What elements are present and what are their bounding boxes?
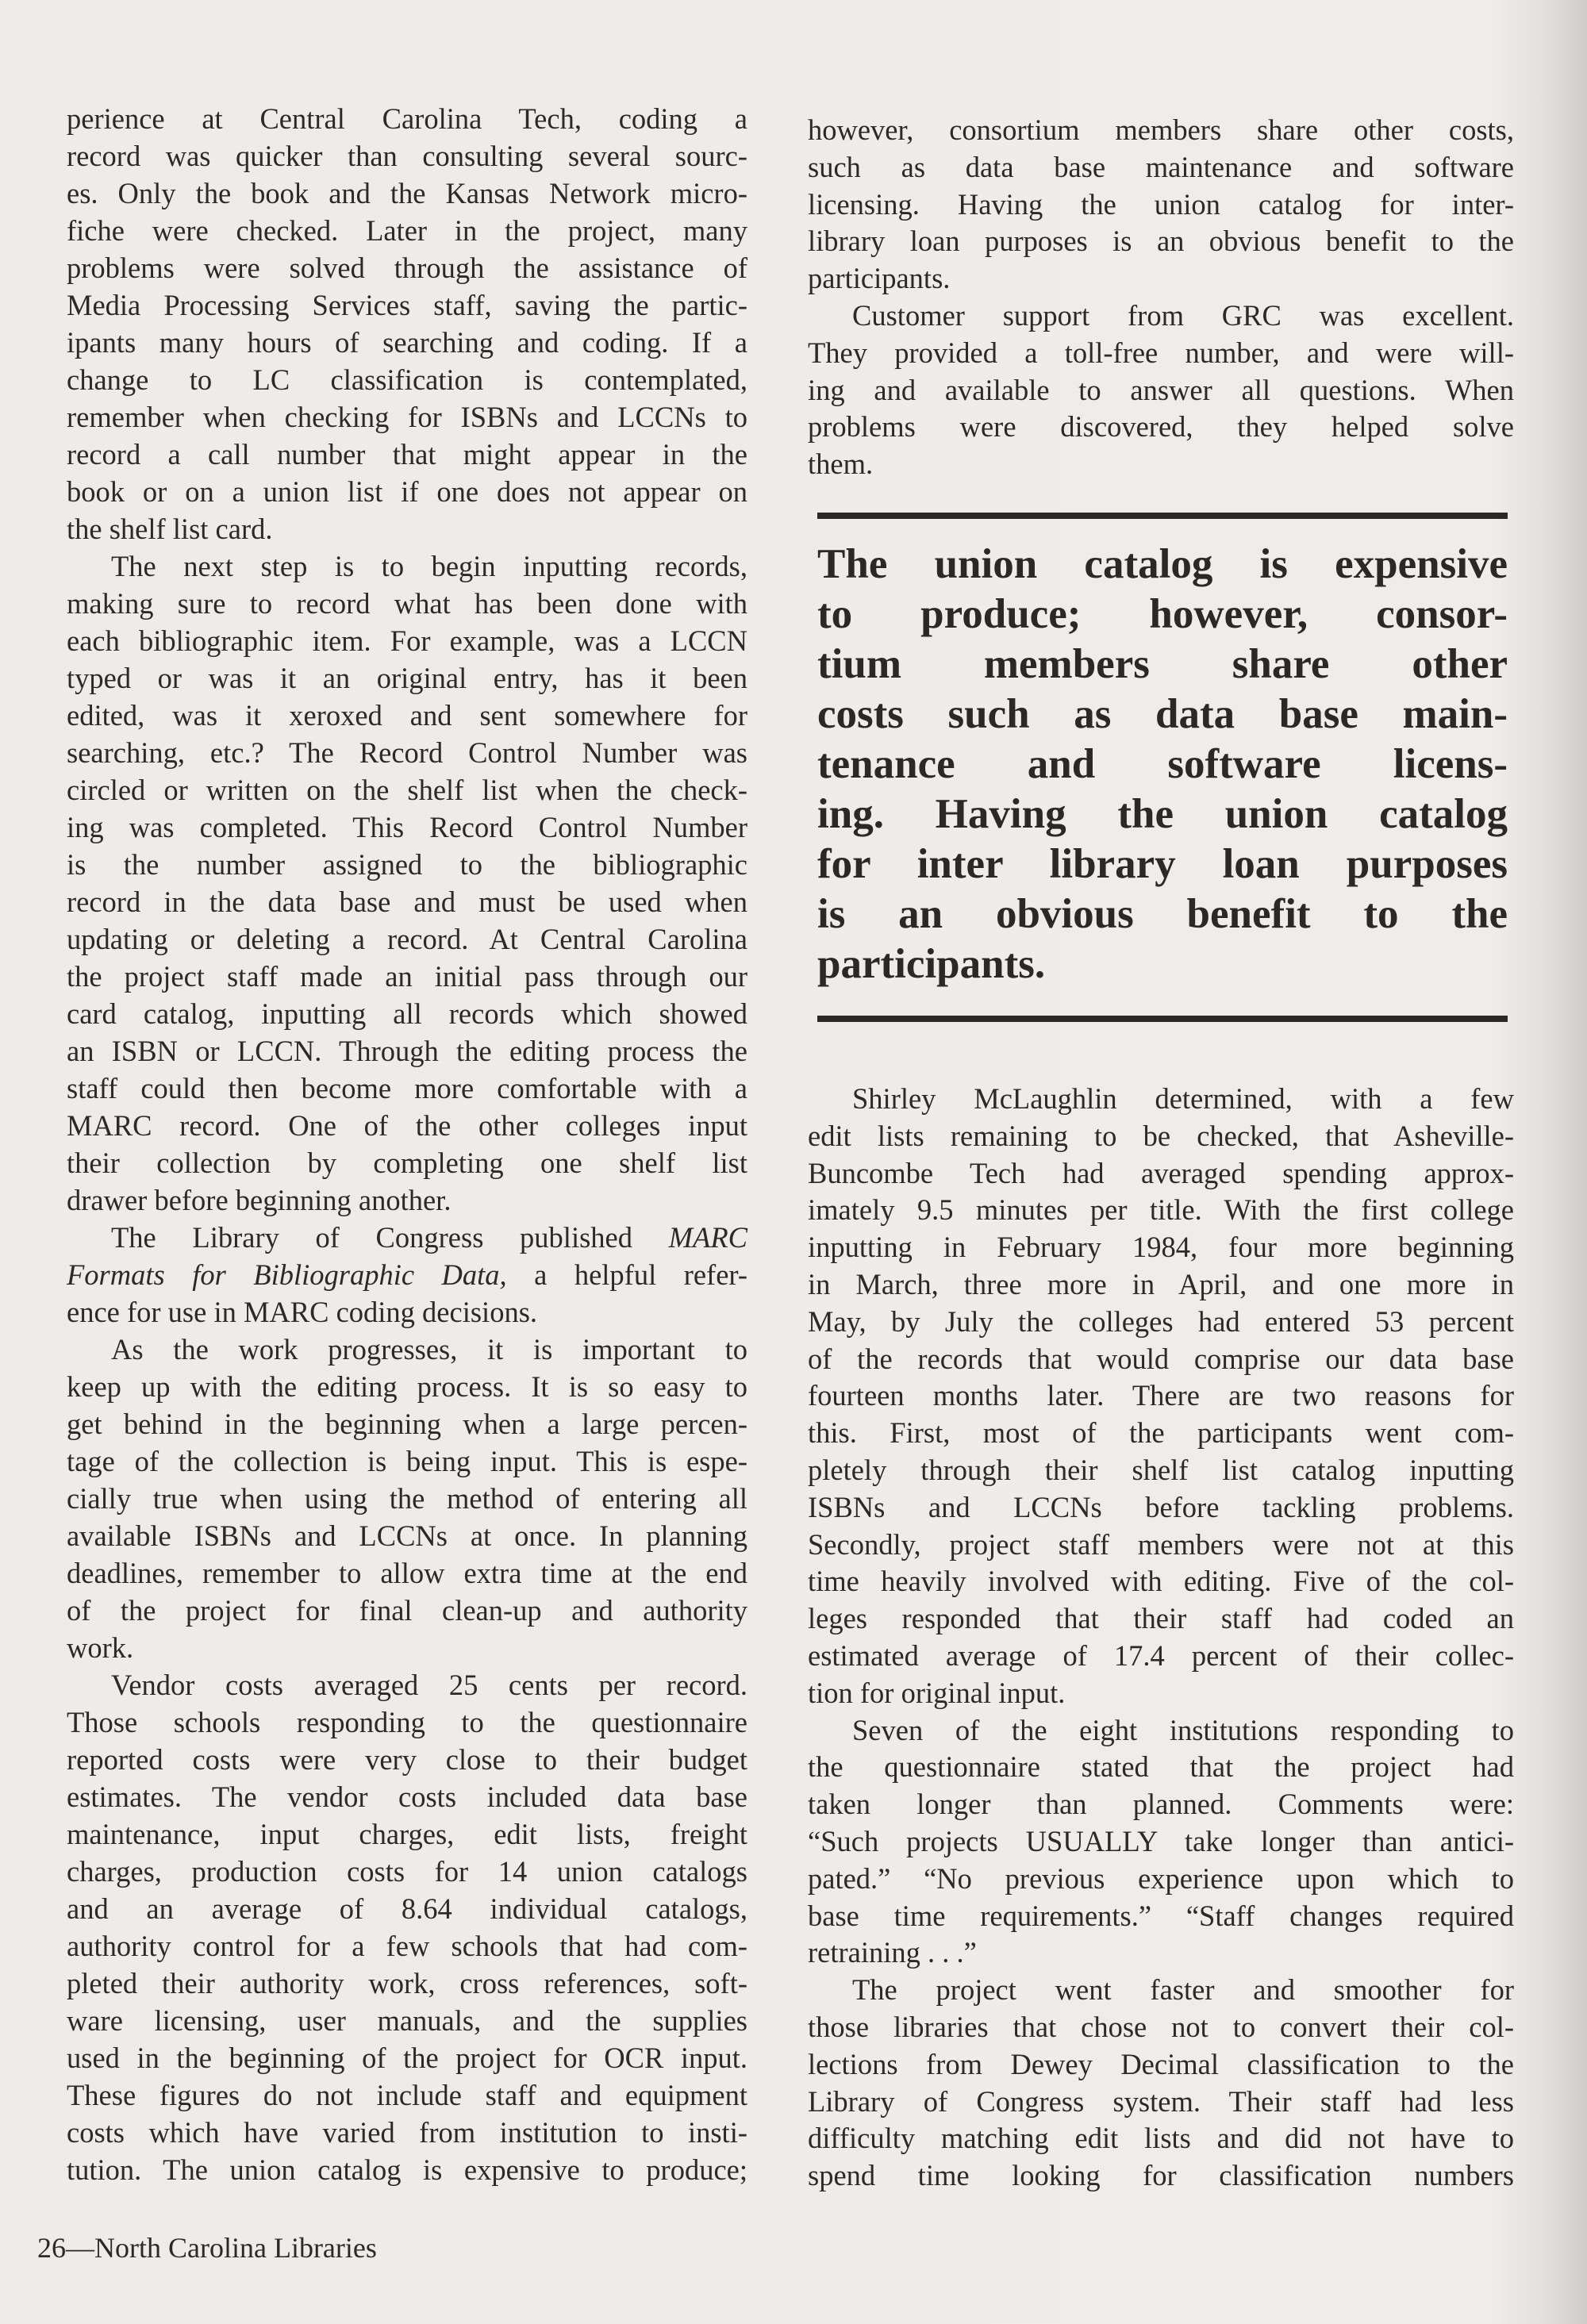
- pull-quote-bottom-rule: [817, 1016, 1508, 1022]
- text-line: edit lists remaining to be checked, that Asheville-: [808, 1119, 1514, 1152]
- text-line: the project staff made an initial pass through our: [67, 960, 747, 993]
- page-footer: 26—North Carolina Libraries: [37, 2232, 377, 2264]
- text-line: keep up with the editing process. It is so easy to: [67, 1370, 747, 1403]
- text-line: making sure to record what has been done with: [67, 587, 747, 620]
- pull-quote-line: costs such as data base main-: [817, 691, 1508, 737]
- text-line: Secondly, project staff members were not at this: [808, 1527, 1514, 1561]
- text-line: work.: [67, 1631, 134, 1664]
- text-line: lections from Dewey Decimal classification to the: [808, 2047, 1514, 2080]
- text-line: their collection by completing one shelf list: [67, 1147, 747, 1179]
- text-line: the shelf list card.: [67, 513, 273, 545]
- text-line: however, consortium members share other costs,: [808, 113, 1514, 146]
- text-line: circled or written on the shelf list when the check-: [67, 774, 747, 806]
- text-line: the questionnaire stated that the project had: [808, 1750, 1514, 1784]
- text-line: tage of the collection is being input. This is espe-: [67, 1445, 747, 1477]
- text-line: of the project for final clean-up and authority: [67, 1594, 747, 1627]
- text-line: book or on a union list if one does not appear on: [67, 475, 747, 508]
- paragraph: [67, 1666, 747, 2188]
- text-line: such as data base maintenance and software: [808, 150, 1514, 183]
- text-line: ware licensing, user manuals, and the supplies: [67, 2004, 747, 2037]
- text-line: Those schools responding to the questionnaire: [67, 1706, 747, 1738]
- text-line: ing was completed. This Record Control Number: [67, 811, 747, 843]
- text-line: problems were solved through the assistance of: [67, 252, 747, 284]
- text-line: leges responded that their staff had coded an: [808, 1602, 1514, 1635]
- pull-quote-top-rule: [817, 513, 1508, 519]
- text-line: Seven of the eight institutions responding to: [852, 1713, 1514, 1746]
- text-line: those libraries that chose not to convert their col-: [808, 2010, 1514, 2043]
- pull-quote-line: to produce; however, consor-: [817, 591, 1508, 637]
- text-line: “Such projects USUALLY take longer than antici-: [808, 1824, 1514, 1857]
- left-column: [67, 100, 747, 2188]
- text-line: retraining . . .”: [808, 1936, 977, 1969]
- italic-title-text: MARC: [668, 1221, 747, 1254]
- text-line: record in the data base and must be used when: [67, 885, 747, 918]
- text-line: authority control for a few schools that had com-: [67, 1930, 747, 1962]
- text-line: an ISBN or LCCN. Through the editing process the: [67, 1035, 747, 1067]
- text-line: estimates. The vendor costs included data base: [67, 1780, 747, 1813]
- text-line: them.: [808, 448, 874, 481]
- text-line: tution. The union catalog is expensive to produce;: [67, 2153, 747, 2186]
- right-column-bottom: [808, 1081, 1514, 2195]
- pull-quote-line: for inter library loan purposes: [817, 841, 1508, 887]
- text-line: available ISBNs and LCCNs at once. In planning: [67, 1519, 747, 1552]
- text-line: MARC record. One of the other colleges input: [67, 1109, 747, 1142]
- text-line: in March, three more in April, and one more in: [808, 1267, 1514, 1300]
- text-line: es. Only the book and the Kansas Network micro-: [67, 177, 747, 209]
- text-line: card catalog, inputting all records which showed: [67, 997, 747, 1030]
- text-line: problems were discovered, they helped solve: [808, 410, 1514, 444]
- text-line: record was quicker than consulting several sourc-: [67, 140, 747, 172]
- pull-quote-line: ing. Having the union catalog: [817, 791, 1508, 837]
- text-line: Media Processing Services staff, saving the partic-: [67, 289, 747, 321]
- text-line: The next step is to begin inputting records,: [111, 550, 747, 582]
- text-line: ing and available to answer all questions. When: [808, 373, 1514, 406]
- text-line: typed or was it an original entry, has it been: [67, 662, 747, 694]
- text-line: taken longer than planned. Comments were:: [808, 1788, 1514, 1821]
- paragraph: [67, 547, 747, 1219]
- pull-quote-line: tenance and software licens-: [817, 741, 1508, 787]
- text-line: fiche were checked. Later in the project, many: [67, 214, 747, 247]
- paragraph: [808, 1712, 1514, 1973]
- text-line: pletely through their shelf list catalog inputting: [808, 1453, 1514, 1486]
- text-line: updating or deleting a record. At Central Carolina: [67, 923, 747, 955]
- text-line: is the number assigned to the bibliographic: [67, 848, 747, 881]
- text-line: participants.: [808, 262, 951, 295]
- text-line: record a call number that might appear in the: [67, 438, 747, 471]
- text-line: time heavily involved with editing. Five of the col-: [808, 1565, 1514, 1598]
- text-line: pleted their authority work, cross references, soft-: [67, 1967, 747, 1999]
- pull-quote-line: participants.: [817, 941, 1046, 987]
- text-line: Vendor costs averaged 25 cents per record.: [111, 1669, 747, 1701]
- text-line: maintenance, input charges, edit lists, freight: [67, 1818, 747, 1850]
- text-line: of the records that would comprise our data base: [808, 1342, 1514, 1375]
- text-line: this. First, most of the participants went com-: [808, 1416, 1514, 1450]
- text-line: May, by July the colleges had entered 53 percent: [808, 1304, 1514, 1338]
- text-line: used in the beginning of the project for OCR input.: [67, 2042, 747, 2074]
- text-line: perience at Central Carolina Tech, coding a: [67, 102, 747, 135]
- text-line: tion for original input.: [808, 1676, 1066, 1709]
- text-line: Buncombe Tech had averaged spending approx-: [808, 1156, 1514, 1189]
- paragraph: [67, 1219, 747, 1331]
- text-line: difficulty matching edit lists and did not have to: [808, 2122, 1514, 2155]
- text-line: ISBNs and LCCNs before tackling problems.: [808, 1490, 1514, 1523]
- text-line: reported costs were very close to their budget: [67, 1743, 747, 1776]
- text-line: cially true when using the method of entering all: [67, 1482, 747, 1515]
- pull-quote-line: is an obvious benefit to the: [817, 891, 1508, 937]
- text-line: They provided a toll-free number, and were will-: [808, 336, 1514, 369]
- pull-quote-line: tium members share other: [817, 641, 1508, 687]
- text-segment: a helpful refer-: [506, 1258, 747, 1291]
- text-line: Customer support from GRC was excellent.: [852, 298, 1514, 332]
- text-line: These figures do not include staff and equipment: [67, 2079, 747, 2111]
- text-line: imately 9.5 minutes per title. With the first college: [808, 1193, 1514, 1227]
- text-line: searching, etc.? The Record Control Number was: [67, 736, 747, 769]
- paragraph: [808, 298, 1514, 483]
- text-line: As the work progresses, it is important to: [111, 1333, 747, 1366]
- text-line: ence for use in MARC coding decisions.: [67, 1296, 538, 1328]
- text-line: estimated average of 17.4 percent of their collec-: [808, 1638, 1514, 1672]
- text-line: get behind in the beginning when a large percen-: [67, 1408, 747, 1440]
- text-line: The project went faster and smoother for: [852, 1973, 1514, 2007]
- text-line: staff could then become more comfortable with a: [67, 1072, 747, 1104]
- text-line: [67, 1256, 747, 1293]
- paragraph: [808, 1972, 1514, 2195]
- text-line: deadlines, remember to allow extra time at the end: [67, 1557, 747, 1589]
- text-line: ipants many hours of searching and coding. If a: [67, 326, 747, 359]
- pull-quote: [817, 540, 1508, 989]
- paragraph: [67, 1331, 747, 1666]
- text-line: change to LC classification is contemplated,: [67, 363, 747, 396]
- paragraph: [808, 1081, 1514, 1712]
- text-line: inputting in February 1984, four more beginning: [808, 1231, 1514, 1264]
- text-line: [67, 1219, 747, 1256]
- text-line: and an average of 8.64 individual catalogs,: [67, 1892, 747, 1925]
- text-line: Shirley McLaughlin determined, with a few: [852, 1082, 1514, 1115]
- text-line: spend time looking for classification numbers: [808, 2159, 1514, 2192]
- paragraph: [808, 112, 1514, 298]
- text-line: costs which have varied from institution to insti-: [67, 2116, 747, 2149]
- paragraph: [67, 100, 747, 547]
- pull-quote-line: The union catalog is expensive: [817, 541, 1508, 587]
- text-line: library loan purposes is an obvious benefit to the: [808, 225, 1514, 258]
- text-line: Library of Congress system. Their staff had less: [808, 2084, 1514, 2118]
- text-line: each bibliographic item. For example, was a LCCN: [67, 624, 747, 657]
- text-line: fourteen months later. There are two reasons for: [808, 1379, 1514, 1412]
- text-line: charges, production costs for 14 union catalogs: [67, 1855, 747, 1888]
- text-line: drawer before beginning another.: [67, 1184, 452, 1216]
- text-line: pated.” “No previous experience upon which to: [808, 1861, 1514, 1895]
- text-line: base time requirements.” “Staff changes required: [808, 1899, 1514, 1932]
- text-line: edited, was it xeroxed and sent somewhere for: [67, 699, 747, 732]
- text-line: remember when checking for ISBNs and LCCNs to: [67, 401, 747, 433]
- text-segment: The Library of Congress published: [111, 1221, 669, 1254]
- text-line: licensing. Having the union catalog for inter-: [808, 187, 1514, 221]
- right-column-top: [808, 112, 1514, 483]
- italic-title-text: Formats for Bibliographic Data,: [67, 1258, 507, 1291]
